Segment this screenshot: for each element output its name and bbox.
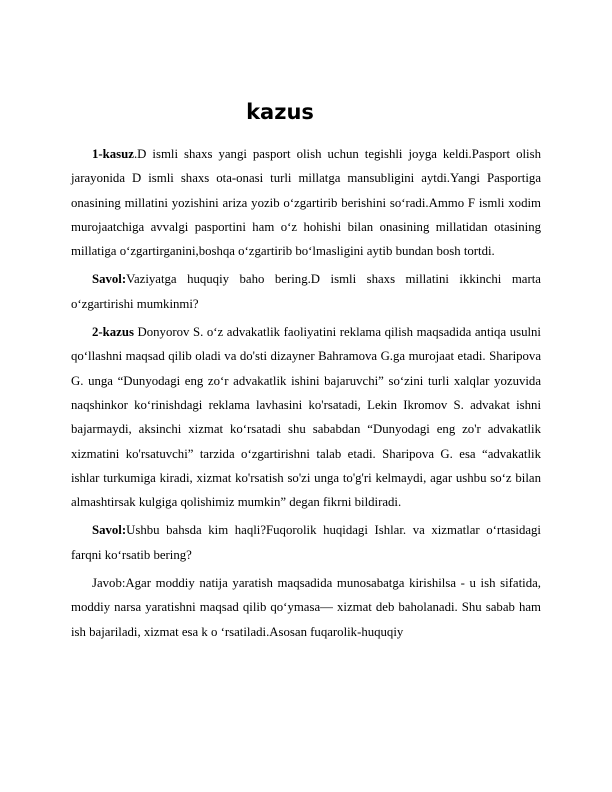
case-1-text: .D ismli shaxs yangi pasport olish uchun tegishli joyga keldi.Pasport olish jarayonida D ismli shaxs ota-onasi turli millatga mansubligini aytdi.Yangi Pasportiga onasining millatini yozishini ariza yozib o‘zgartirib berishini so‘radi.Ammo F ismli xodim murojaatchiga avvalgi pasportini ham o‘z hohishi bilan onasining millatidan otasining millatiga o‘zgartirganini,boshqa o‘zgartirib bo‘lmasligini aytib bundan bosh tortdi. (71, 147, 541, 259)
paragraph-case-1 (71, 142, 541, 263)
case-2-text: Donyorov S. o‘z advakatlik faoliyatini reklama qilish maqsadida antiqa usulni qo‘llashni maqsad qilib oladi va do'sti dizayner Bahramova G.ga murojaat etadi. Sharipova G. unga “Dunyodagi eng zo‘r advakatlik ishini bajaruvchi” so‘zini turli xalqlar yozuvida naqshinkor ko‘rinishdagi reklama lavhasini ko'rsatadi, Lekin Ikromov S. advakat ishni bajarmaydi, aksinchi xizmat ko‘rsatadi shu sababdan “Dunyodagi eng zo'r advakatlik xizmatini ko'rsatuvchi” tarzida o‘zgartirishni talab etadi. Sharipova G. esa “advakatlik ishlar turkumiga kiradi, xizmat ko'rsatish so'zi unga to'g'ri kelmaydi, agar ushbu so‘z bilan almashtirsak kulgiga qolishimiz mumkin” degan fikrni bildiradi. (71, 325, 541, 510)
case-1-label: 1-kasuz (92, 147, 134, 161)
question-2-text: Ushbu bahsda kim haqli?Fuqorolik huqidagi Ishlar. va xizmatlar o‘rtasidagi farqni ko‘rsatib bering? (71, 523, 541, 562)
question-1-text: Vaziyatga huquqiy baho bering.D ismli shaxs millatini ikkinchi marta o‘zgartirishi mumkinmi? (71, 272, 541, 311)
paragraph-question-2 (71, 518, 541, 567)
paragraph-answer (71, 571, 541, 644)
question-2-label: Savol: (92, 523, 127, 538)
paragraph-question-1 (71, 267, 541, 316)
question-1-label: Savol: (92, 272, 127, 287)
document-body (71, 142, 541, 648)
case-2-label: 2-kazus (92, 325, 134, 340)
answer-text: Javob:Agar moddiy natija yaratish maqsadida munosabatga kirishilsa - u ish sifatida, moddiy narsa yaratishni maqsad qilib qo‘ymasa— xizmat deb baholanadi. Shu sabab ham ish bajariladi, xizmat esa k o ‘rsatiladi.Asosan fuqarolik-huquqiy (71, 576, 541, 639)
page-title: kazus (246, 100, 314, 124)
paragraph-case-2 (71, 320, 541, 514)
